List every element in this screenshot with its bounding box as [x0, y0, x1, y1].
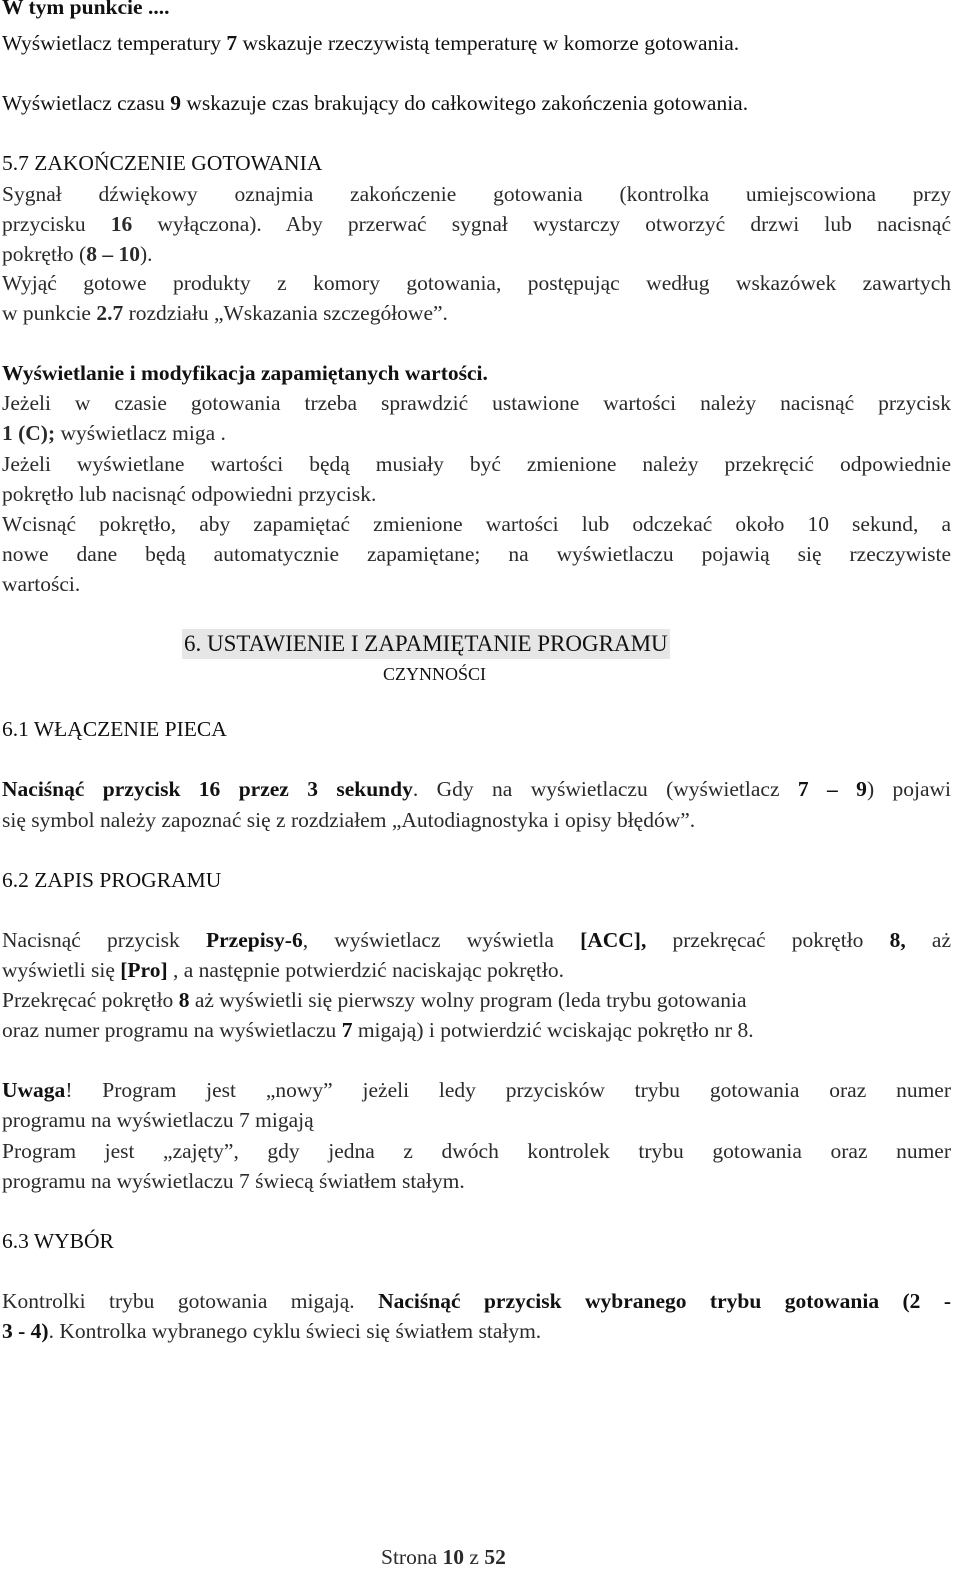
note-line: programu na wyświetlaczu 7 migają [2, 1108, 314, 1132]
section-heading: W tym punkcie .... [2, 0, 170, 19]
page-number: Strona 10 z 52 [381, 1545, 506, 1569]
paragraph-line: Nacisnąć przycisk Przepisy-6, wyświetlacz wyświetla [ACC], przekręcać pokrętło 8, aż [2, 928, 951, 952]
note-line: Uwaga! Program jest „nowy” jeżeli ledy przycisków trybu gotowania oraz numer [2, 1078, 951, 1102]
section-heading-display: Wyświetlanie i modyfikacja zapamiętanych wartości. [2, 361, 488, 385]
paragraph-line: wyświetli się [Pro] , a następnie potwierdzić naciskając pokrętło. [2, 958, 565, 982]
paragraph-line: Wcisnąć pokrętło, aby zapamiętać zmienione wartości lub odczekać około 10 sekund, a [2, 512, 951, 536]
paragraph-line: nowe dane będą automatycznie zapamiętane; na wyświetlaczu pojawią się rzeczywiste [2, 542, 951, 566]
paragraph-line: Kontrolki trybu gotowania migają. Naciśnąć przycisk wybranego trybu gotowania (2 - [2, 1289, 951, 1313]
note-line: programu na wyświetlaczu 7 świecą światłem stałym. [2, 1169, 465, 1193]
paragraph-line: w punkcie 2.7 rozdziału „Wskazania szczegółowe”. [2, 301, 448, 325]
paragraph-line: Jeżeli w czasie gotowania trzeba sprawdzić ustawione wartości należy nacisnąć przycisk [2, 391, 951, 415]
paragraph-line: Sygnał dźwiękowy oznajmia zakończenie gotowania (kontrolka umiejscowiona przy [2, 182, 951, 206]
paragraph-temperature-display: Wyświetlacz temperatury 7 wskazuje rzeczywistą temperaturę w komorze gotowania. [2, 31, 740, 55]
paragraph-line: Jeżeli wyświetlane wartości będą musiały być zmienione należy przekręcić odpowiednie [2, 452, 951, 476]
section-heading-5-7: 5.7 ZAKOŃCZENIE GOTOWANIA [2, 151, 323, 175]
section-heading-6-1: 6.1 WŁĄCZENIE PIECA [2, 717, 227, 741]
paragraph-line: przycisku 16 wyłączona). Aby przerwać sygnał wystarczy otworzyć drzwi lub nacisnąć [2, 212, 951, 236]
paragraph-line: Przekręcać pokrętło 8 aż wyświetli się pierwszy wolny program (leda trybu gotowania [2, 988, 747, 1012]
paragraph-time-display: Wyświetlacz czasu 9 wskazuje czas brakujący do całkowitego zakończenia gotowania. [2, 91, 749, 115]
paragraph-line: pokrętło lub nacisnąć odpowiedni przycisk. [2, 482, 377, 506]
paragraph-line: pokrętło (8 – 10). [2, 242, 153, 266]
paragraph-line: Naciśnąć przycisk 16 przez 3 sekundy. Gdy na wyświetlaczu (wyświetlacz 7 – 9) pojawi [2, 777, 951, 801]
chapter-subtitle: CZYNNOŚCI [383, 664, 487, 684]
chapter-title: 6. USTAWIENIE I ZAPAMIĘTANIE PROGRAMU [182, 629, 670, 659]
paragraph-line: Wyjąć gotowe produkty z komory gotowania, postępując według wskazówek zawartych [2, 271, 951, 295]
paragraph-line: się symbol należy zapoznać się z rozdziałem „Autodiagnostyka i opisy błędów”. [2, 808, 696, 832]
paragraph-line: oraz numer programu na wyświetlaczu 7 migają) i potwierdzić wciskając pokrętło nr 8. [2, 1018, 754, 1042]
section-heading-6-3: 6.3 WYBÓR [2, 1229, 114, 1253]
paragraph-line: wartości. [2, 572, 81, 596]
paragraph-line: 3 - 4). Kontrolka wybranego cyklu świeci się światłem stałym. [2, 1319, 542, 1343]
note-line: Program jest „zajęty”, gdy jedna z dwóch kontrolek trybu gotowania oraz numer [2, 1139, 951, 1163]
paragraph-line: 1 (C); wyświetlacz miga . [2, 421, 226, 445]
section-heading-6-2: 6.2 ZAPIS PROGRAMU [2, 868, 222, 892]
